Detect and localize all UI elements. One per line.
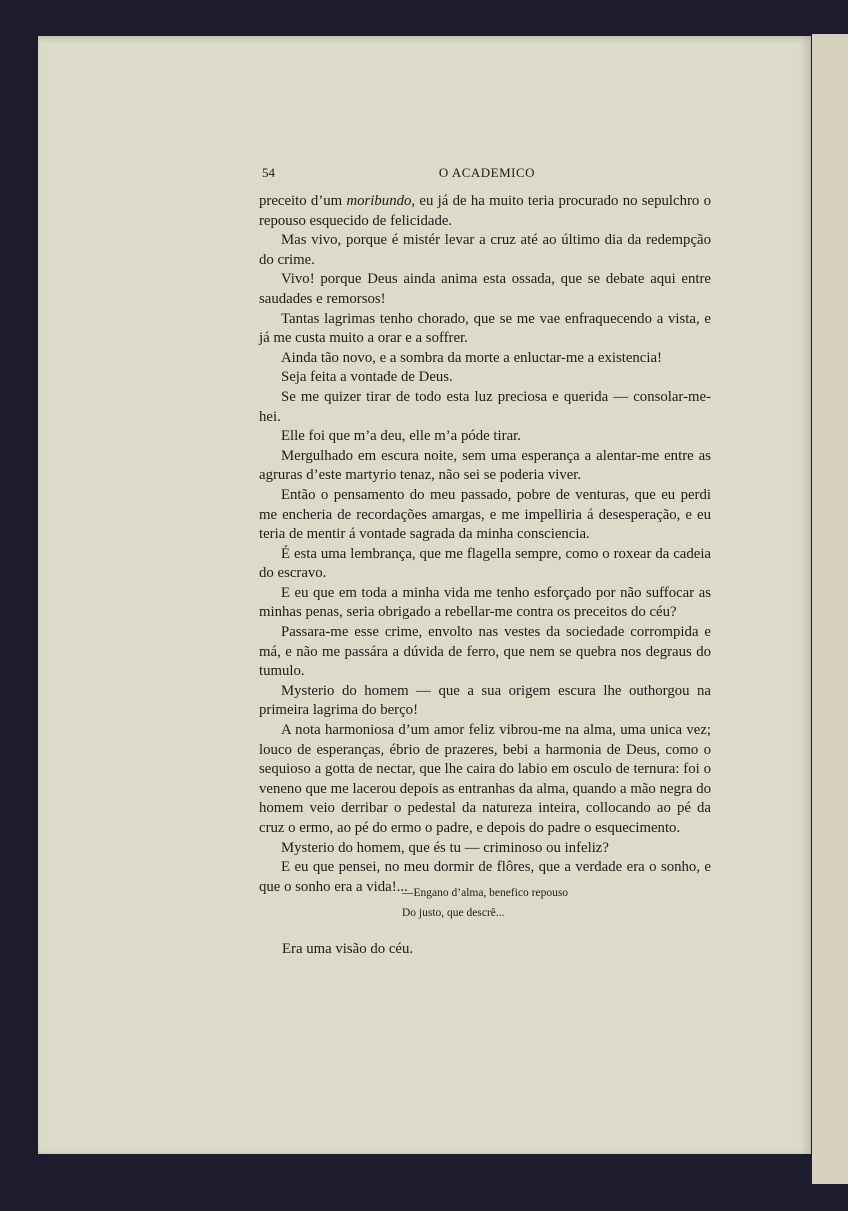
paragraph: Então o pensamento do meu passado, pobre de venturas, que eu perdi me encheria de recordações amargas, e me impelliria á desesperação, e eu teria de mentir á vontade sagrada da minha consciencia. [259,486,711,543]
paragraph: A nota harmoniosa d’um amor feliz vibrou-me na alma, uma unica vez; louco de esperanças, ébrio de prazeres, bebi a harmonia de Deus, como o sequioso a gotta de nectar, que lhe caira do labio em osculo de ternura: foi o veneno que me lacerou depois as entranhas da alma, quando a mão negra do homem veio derribar o pedestal da natureza inteira, collocando ao pé da cruz o ermo, ao pé do ermo o padre, e depois do padre o esquecimento. [259,722,711,836]
body-text [259,192,711,897]
paragraph: Mas vivo, porque é mistér levar a cruz até ao último dia da redempção do crime. [259,232,711,268]
paragraph: Mysterio do homem — que a sua origem escura lhe outhorgou na primeira lagrima do berço! [259,682,711,719]
paragraph: Elle foi que m’a deu, elle m’a póde tirar. [281,428,521,445]
paragraph: Mysterio do homem, que és tu — criminoso ou infeliz? [281,839,609,856]
paragraph: Se me quizer tirar de todo esta luz preciosa e querida — consolar-me-hei. [259,388,711,425]
paragraph: E eu que pensei, no meu dormir de flôres, que a verdade era o sonho, e que o sonho era a vida!... [259,859,711,895]
page-number: 54 [262,165,275,180]
verse-line: Do justo, que descrê... [402,907,505,919]
verse-quote [402,883,568,923]
paragraph: É esta uma lembrança, que me flagella sempre, como o roxear da cadeia do escravo. [259,545,711,582]
closing-line: Era uma visão do céu. [282,941,414,957]
paragraph: Tantas lagrimas tenho chorado, que se me vae enfraquecendo a vista, e já me custa muito a orar e a soffrer. [259,310,711,347]
paragraph: E eu que em toda a minha vida me tenho esforçado por não suffocar as minhas penas, seria obrigado a rebellar-me contra os preceitos do céu? [259,584,711,621]
running-title: O ACADEMICO [438,165,536,180]
verse-line: —Engano d’alma, benefico repouso [402,887,569,899]
paragraph: Passara-me esse crime, envolto nas vestes da sociedade corrompida e má, e não me passára a dúvida de ferro, que nem se quebra nos degraus do tumulo. [259,624,711,680]
emphasis: moribundo [346,193,412,209]
paragraph: preceito d’um moribundo, eu já de ha muito teria procurado no sepulchro o repouso esquecido de felicidade. [259,193,711,229]
paragraph: Mergulhado em escura noite, sem uma esperança a alentar-me entre as agruras d’este martyrio tenaz, não sei se poderia viver. [259,447,711,484]
paragraph: Seja feita a vontade de Deus. [281,369,453,386]
paragraph: Ainda tão novo, e a sombra da morte a enluctar-me a existencia! [281,349,662,366]
running-header [262,165,712,185]
adjacent-page-edge [812,34,848,1184]
paragraph: Vivo! porque Deus ainda anima esta ossada, que se debate aqui entre saudades e remorsos! [259,271,711,307]
